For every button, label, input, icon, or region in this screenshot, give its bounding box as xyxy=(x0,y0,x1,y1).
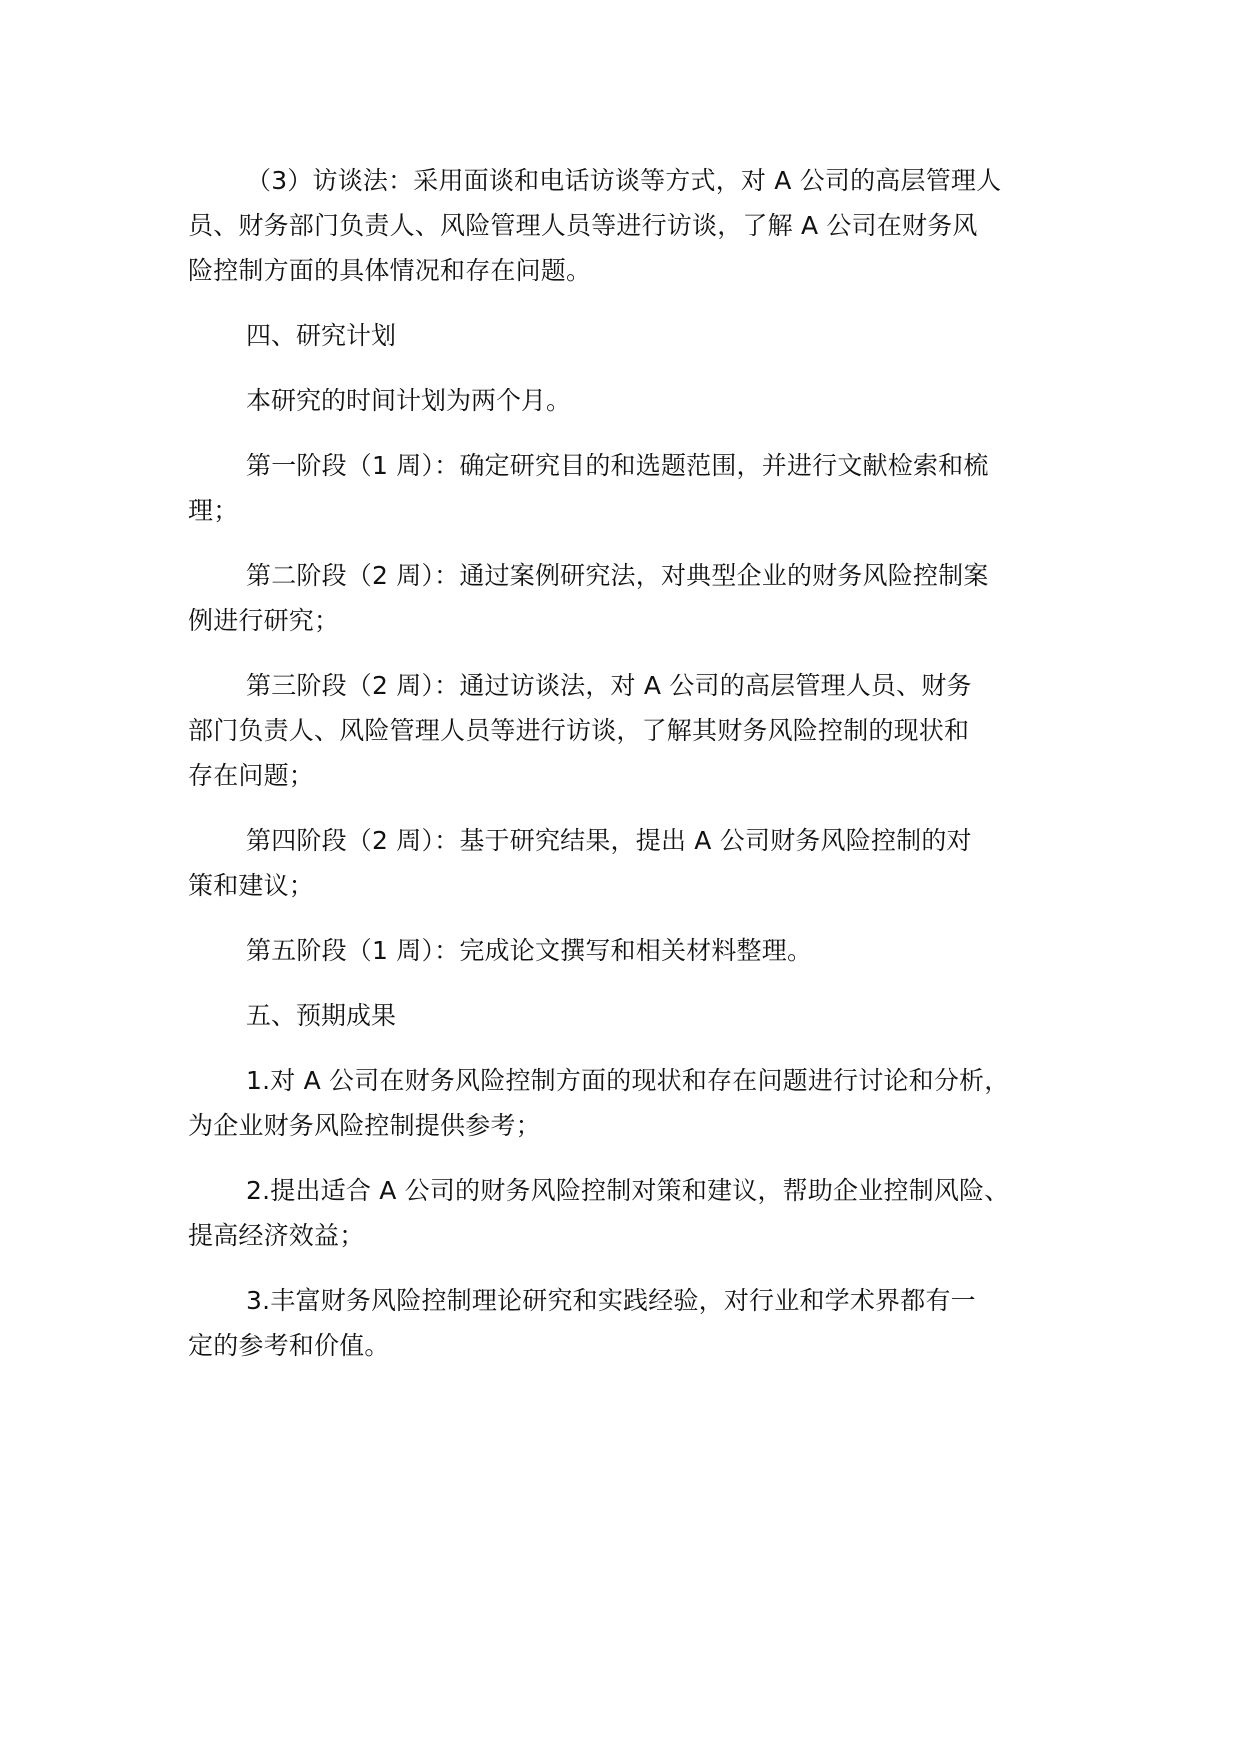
outcome-paragraph xyxy=(188,1168,1068,1258)
plan-intro-paragraph: 本研究的时间计划为两个月。 xyxy=(246,386,572,415)
text-line: 3.丰富财务风险控制理论研究和实践经验，对行业和学术界都有一 xyxy=(246,1286,976,1315)
text-line: 第四阶段（2 周）：基于研究结果，提出 A 公司财务风险控制的对 xyxy=(246,826,972,855)
text-line: 第二阶段（2 周）：通过案例研究法，对典型企业的财务风险控制案 xyxy=(246,561,989,590)
outcome-paragraph xyxy=(188,1058,1068,1148)
section-heading-research-plan: 四、研究计划 xyxy=(246,321,397,350)
text-line: 第三阶段（2 周）：通过访谈法，对 A 公司的高层管理人员、财务 xyxy=(246,671,972,700)
document-body xyxy=(188,158,1068,1388)
text-line: 第五阶段（1 周）：完成论文撰写和相关材料整理。 xyxy=(246,936,813,965)
stage-paragraph xyxy=(188,928,1068,973)
text-line: 例进行研究； xyxy=(188,606,340,635)
text-line: 2.提出适合 A 公司的财务风险控制对策和建议，帮助企业控制风险、 xyxy=(246,1176,1010,1205)
stage-paragraph xyxy=(188,818,1068,908)
text-line: 1.对 A 公司在财务风险控制方面的现状和存在问题进行讨论和分析， xyxy=(246,1066,1010,1095)
interview-method-paragraph xyxy=(188,158,1068,293)
stage-paragraph xyxy=(188,663,1068,798)
text-line: 理； xyxy=(188,496,239,525)
text-line: 部门负责人、风险管理人员等进行访谈，了解其财务风险控制的现状和 xyxy=(188,716,970,745)
text-line: 险控制方面的具体情况和存在问题。 xyxy=(188,256,592,285)
stage-paragraph xyxy=(188,443,1068,533)
text-line: 为企业财务风险控制提供参考； xyxy=(188,1111,541,1140)
text-line: 存在问题； xyxy=(188,761,315,790)
text-line: 第一阶段（1 周）：确定研究目的和选题范围，并进行文献检索和梳 xyxy=(246,451,989,480)
text-line: 提高经济效益； xyxy=(188,1221,365,1250)
stage-paragraph xyxy=(188,553,1068,643)
section-heading-expected-outcomes: 五、预期成果 xyxy=(246,1001,397,1030)
text-line: 策和建议； xyxy=(188,871,315,900)
outcome-paragraph xyxy=(188,1278,1068,1368)
text-line: 员、财务部门负责人、风险管理人员等进行访谈，了解 A 公司在财务风 xyxy=(188,211,978,240)
text-line: 定的参考和价值。 xyxy=(188,1331,390,1360)
text-line: （3）访谈法：采用面谈和电话访谈等方式，对 A 公司的高层管理人 xyxy=(246,166,1002,195)
